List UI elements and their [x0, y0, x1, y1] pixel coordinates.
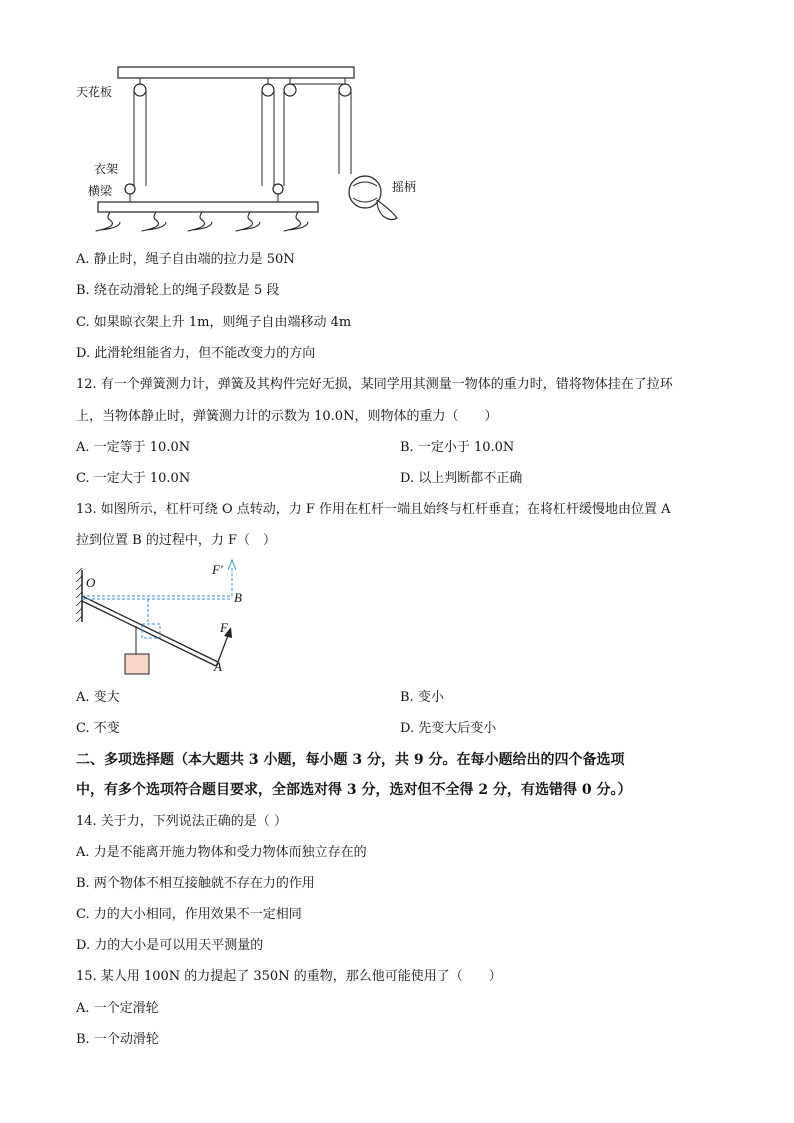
figure-clothes-rack: [70, 62, 430, 237]
q15-option-a: A. 一个定滑轮: [76, 1001, 159, 1016]
q15-stem: 15. 某人用 100N 的力提起了 350N 的重物，那么他可能使用了（ ）: [76, 969, 502, 984]
q13-stem-line1: 13. 如图所示，杠杆可绕 O 点转动，力 F 作用在杠杆一端且始终与杠杆垂直；在将杠杆缓慢地由位置 A: [76, 502, 671, 517]
q12-stem-line2: 上，当物体静止时，弹簧测力计的示数为 10.0N，则物体的重力（ ）: [76, 409, 498, 424]
q14-option-a: A. 力是不能离开施力物体和受力物体而独立存在的: [76, 845, 367, 860]
q14-option-b: B. 两个物体不相互接触就不存在力的作用: [76, 876, 315, 891]
clothes-rack-diagram: [70, 62, 430, 237]
section2-heading-line1: 二、多项选择题（本大题共 3 小题，每小题 3 分，共 9 分。在每小题给出的四个备选项: [76, 752, 625, 768]
q14-stem: 14. 关于力，下列说法正确的是（ ）: [76, 814, 287, 829]
q14-option-c: C. 力的大小相同，作用效果不一定相同: [76, 907, 302, 922]
q12-option-d: D. 以上判断都不正确: [400, 471, 523, 486]
q13-option-b: B. 变小: [400, 690, 444, 705]
q15-option-b: B. 一个动滑轮: [76, 1032, 159, 1047]
q11-option-d: D. 此滑轮组能省力，但不能改变力的方向: [76, 346, 316, 361]
lever-label-fprime: F′: [212, 562, 223, 577]
lever-label-o: O: [86, 575, 96, 590]
q13-option-d: D. 先变大后变小: [400, 721, 497, 736]
q11-option-c: C. 如果晾衣架上升 1m，则绳子自由端移动 4m: [76, 315, 352, 330]
q11-option-a: A. 静止时，绳子自由端的拉力是 50N: [76, 252, 295, 267]
q13-option-a: A. 变大: [76, 690, 120, 705]
q12-option-c: C. 一定大于 10.0N: [76, 471, 191, 486]
lever-label-b: B: [234, 590, 242, 605]
lever-diagram: [70, 556, 260, 680]
figure-lever: [70, 556, 260, 680]
lever-label-a: A: [214, 659, 222, 674]
label-crank: 摇柄: [392, 180, 417, 194]
q12-option-b: B. 一定小于 10.0N: [400, 440, 515, 455]
q13-option-c: C. 不变: [76, 721, 120, 736]
q14-option-d: D. 力的大小是可以用天平测量的: [76, 938, 264, 953]
q13-stem-line2: 拉到位置 B 的过程中，力 F（ ）: [76, 533, 276, 548]
q12-option-a: A. 一定等于 10.0N: [76, 440, 191, 455]
q11-option-b: B. 绕在动滑轮上的绳子段数是 5 段: [76, 283, 280, 298]
section2-heading-line2: 中，有多个选项符合题目要求，全部选对得 3 分，选对但不全得 2 分，有选错得 0 分。）: [76, 782, 632, 798]
q12-stem-line1: 12. 有一个弹簧测力计，弹簧及其构件完好无损，某同学用其测量一物体的重力时，错将物体挂在了拉环: [76, 377, 673, 392]
label-rack-line1: 衣架: [94, 162, 119, 176]
label-ceiling: 天花板: [76, 85, 113, 99]
label-rack-line2: 横梁: [88, 184, 113, 198]
lever-label-f: F: [220, 620, 228, 635]
